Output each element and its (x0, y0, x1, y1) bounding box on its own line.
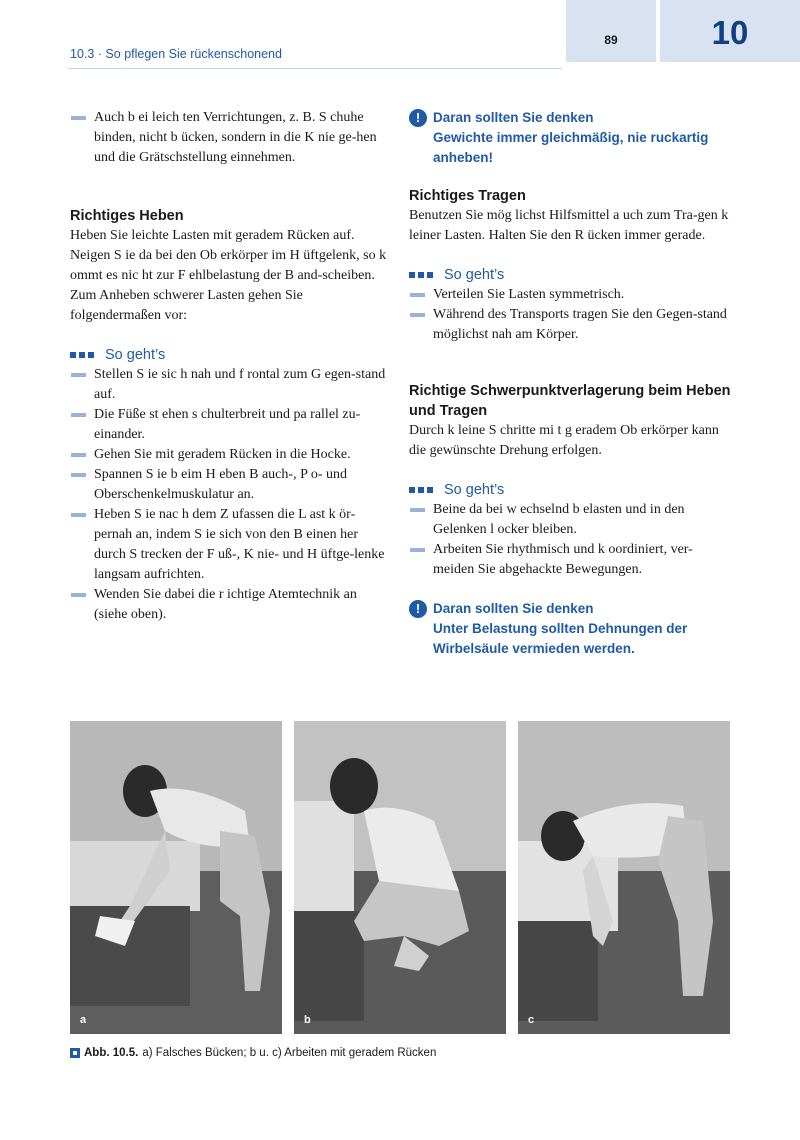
section-heading-richtiges-heben: Richtiges Heben (70, 208, 184, 224)
chapter-tab (660, 0, 800, 62)
photo-label: c (528, 1014, 535, 1026)
photo-label: a (80, 1014, 87, 1026)
section-heading-schwerpunkt: Richtige Schwerpunktverlagerung beim Heben und Tragen (409, 383, 731, 419)
list-item: Beine da bei w echselnd b elasten und in den Gelenken l ocker bleiben. (409, 500, 731, 540)
note-title: Daran sollten Sie denken (433, 110, 594, 125)
section-paragraph: Durch k leine S chritte mi t g eradem Ob erkörper kann die gewünschte Drehung erfolgen. (409, 423, 719, 458)
section-title: 10.3 · So pflegen Sie rückenschonend (70, 47, 282, 61)
square-bullets-icon (409, 487, 436, 493)
exclamation-icon: ! (409, 600, 427, 618)
photo-b (294, 721, 506, 1034)
list-item: Spannen S ie b eim H eben B auch-, P o- und Oberschenkelmuskulatur an. (70, 465, 392, 505)
left-column (70, 108, 392, 625)
chapter-number: 10 (711, 14, 749, 51)
list-item: Während des Transports tragen Sie den Gegen-stand möglichst nah am Körper. (409, 305, 731, 345)
howto-label: So geht’s (409, 480, 731, 500)
note-title: Daran sollten Sie denken (433, 601, 594, 616)
howto-steps (70, 365, 392, 625)
photo-b-image (294, 721, 506, 1034)
header-divider (68, 68, 562, 69)
photo-c (518, 721, 730, 1034)
howto-steps (409, 500, 731, 580)
section-paragraph: Heben Sie leichte Lasten mit geradem Rücken auf. Neigen S ie da bei den Ob erkörper im H üftgelenk, so k ommt es nic ht zur F ehlbelastung der B and-scheiben. Zum Anheben schwerer Lasten gehen Sie folgendermaßen vor: (70, 228, 387, 323)
photo-a-image (70, 721, 282, 1034)
photo-c-image (518, 721, 730, 1034)
list-item: Stellen S ie sic h nah und f rontal zum G egen-stand auf. (70, 365, 392, 405)
howto-steps (409, 285, 731, 345)
note-box (409, 599, 731, 659)
note-text: Gewichte immer gleichmäßig, nie ruckartig anheben! (433, 130, 709, 165)
list-item: Wenden Sie dabei die r ichtige Atemtechnik an (siehe oben). (70, 585, 392, 625)
page-number: 89 (604, 33, 618, 47)
intro-list (70, 108, 392, 168)
exclamation-icon: ! (409, 109, 427, 127)
list-item: Die Füße st ehen s chulterbreit und pa rallel zu-einander. (70, 405, 392, 445)
list-item: Auch b ei leich ten Verrichtungen, z. B. S chuhe binden, nicht b ücken, sondern in die K nie ge-hen und die Grätschstellung einnehmen. (70, 108, 392, 168)
howto-label: So geht’s (70, 345, 392, 365)
list-item: Gehen Sie mit geradem Rücken in die Hocke. (70, 445, 392, 465)
figure-caption (70, 1047, 436, 1059)
section-heading-richtiges-tragen: Richtiges Tragen (409, 188, 526, 204)
square-bullets-icon (70, 352, 97, 358)
square-bullets-icon (409, 272, 436, 278)
howto-label: So geht’s (409, 265, 731, 285)
caption-label: Abb. 10.5. (84, 1047, 139, 1059)
section-paragraph: Benutzen Sie mög lichst Hilfsmittel a uch zum Tra-gen k leiner Lasten. Halten Sie den R ücken immer gerade. (409, 208, 729, 243)
figure-icon (70, 1048, 80, 1058)
list-item: Arbeiten Sie rhythmisch und k oordiniert, ver-meiden Sie abgehackte Bewegungen. (409, 540, 731, 580)
page-number-box (566, 0, 656, 62)
note-text: Unter Belastung sollten Dehnungen der Wirbelsäule vermieden werden. (433, 621, 688, 656)
right-column (409, 108, 731, 659)
note-box (409, 108, 731, 168)
caption-text: a) Falsches Bücken; b u. c) Arbeiten mit geradem Rücken (142, 1047, 437, 1059)
photo-a (70, 721, 282, 1034)
list-item: Verteilen Sie Lasten symmetrisch. (409, 285, 731, 305)
list-item: Heben S ie nac h dem Z ufassen die L ast k ör-pernah an, indem S ie sich von den B einen her durch S trecken der F uß-, K nie- und H üftge-lenke langsam aufrichten. (70, 505, 392, 585)
photo-label: b (304, 1014, 311, 1026)
